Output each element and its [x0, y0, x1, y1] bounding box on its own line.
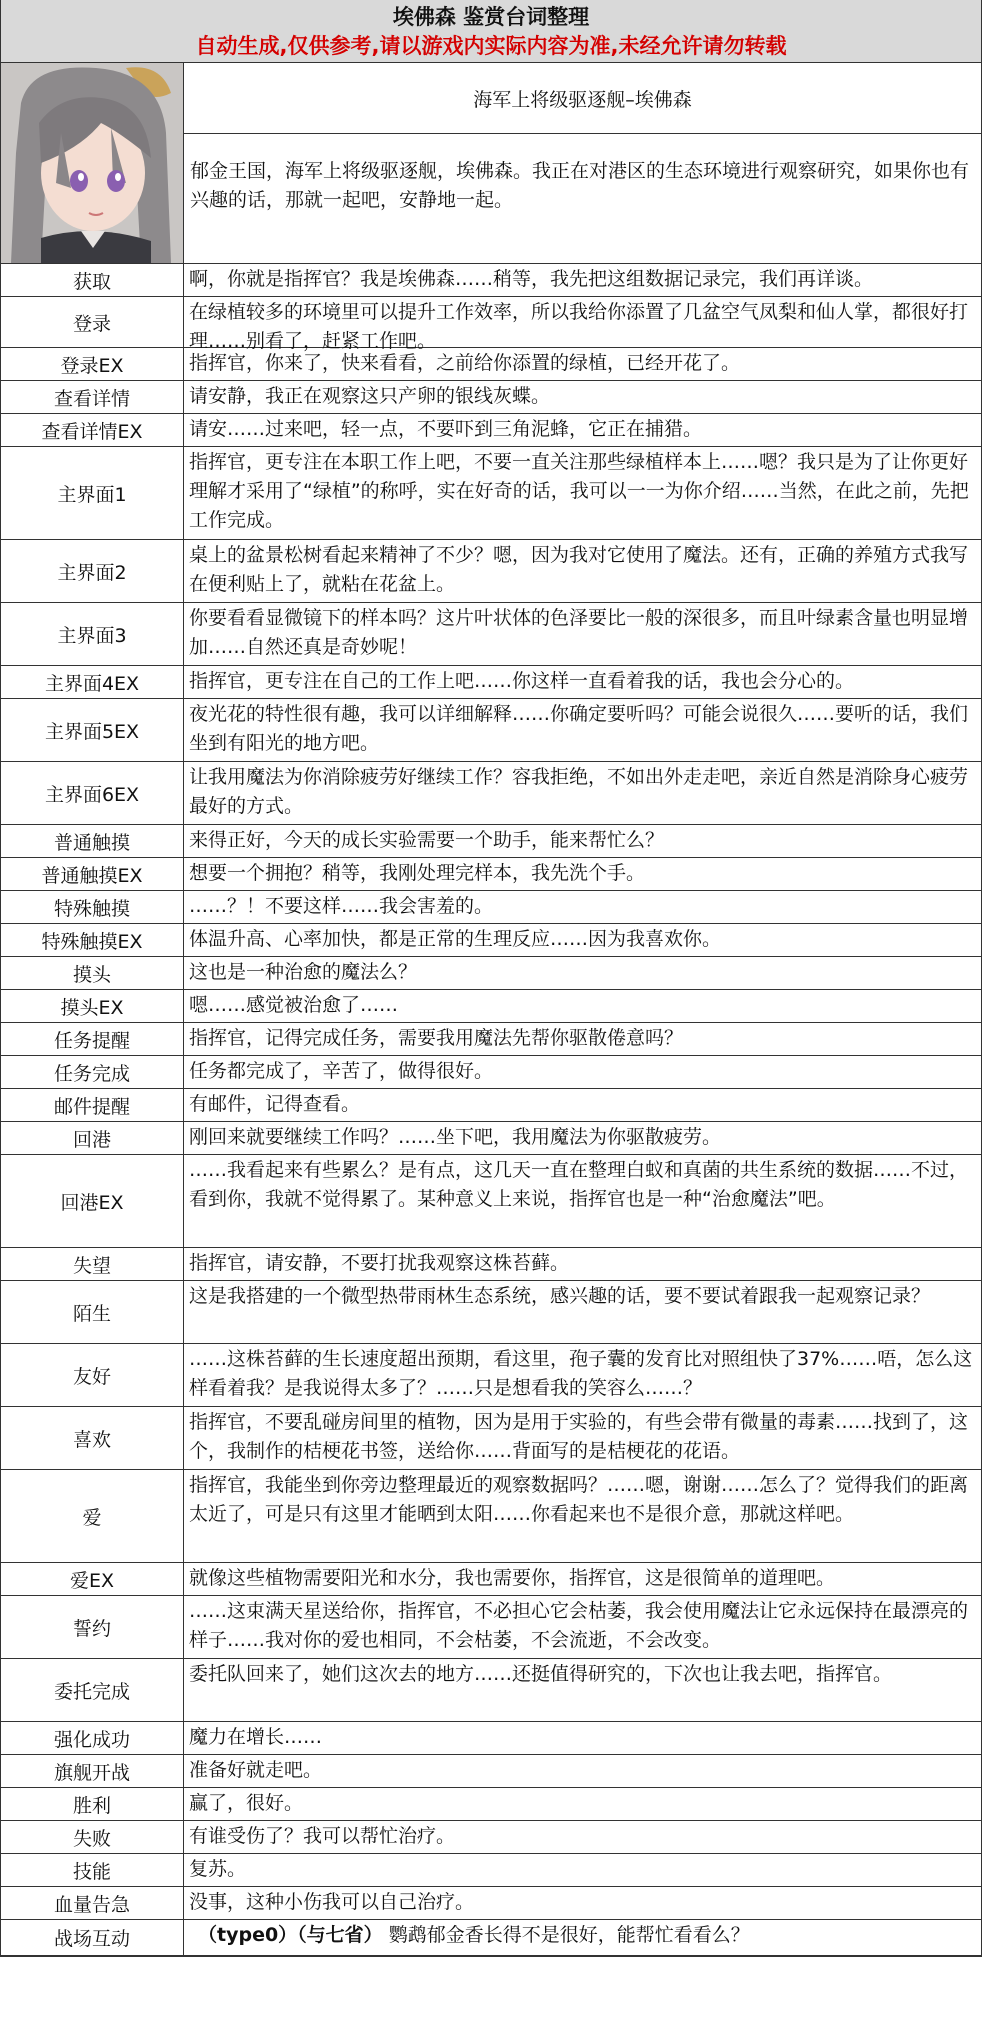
row-text: 体温升高、心率加快，都是正常的生理反应……因为我喜欢你。 [189, 928, 722, 950]
row-label: 友好 [1, 1344, 184, 1406]
row-text: 桌上的盆景松树看起来精神了不少？嗯，因为我对它使用了魔法。还有，正确的养殖方式我写在便利贴上了，就粘在花盆上。 [189, 544, 969, 595]
row-label: 获取 [1, 264, 184, 296]
row-text: 夜光花的特性很有趣，我可以详细解释……你确定要听吗？可能会说很久……要听的话，我们坐到有阳光的地方吧。 [189, 703, 969, 754]
ship-designation: 海军上将级驱逐舰–埃佛森 [184, 63, 981, 134]
row-text: 在绿植较多的环境里可以提升工作效率，所以我给你添置了几盆空气凤梨和仙人掌，都很好打理……别看了，赶紧工作吧。 [189, 301, 969, 352]
voice-line-row [1, 297, 981, 352]
row-label: 喜欢 [1, 1407, 184, 1469]
voice-line-row [1, 1122, 981, 1155]
voice-line-row [1, 1023, 981, 1056]
row-text: ……这株苔藓的生长速度超出预期，看这里，孢子囊的发育比对照组快了37%……唔，怎么这样看着我？是我说得太多了？……只是想看我的笑容么……？ [189, 1348, 973, 1399]
row-label: 普通触摸EX [1, 858, 184, 890]
row-label: 委托完成 [1, 1659, 184, 1721]
row-label: 特殊触摸 [1, 891, 184, 923]
row-text: 有邮件，记得查看。 [189, 1093, 361, 1115]
row-label: 主界面2 [1, 540, 184, 602]
row-label: 血量告急 [1, 1887, 184, 1919]
battle-line: 鹦鹉郁金香长得不是很好，能帮忙看看么？ [388, 1924, 750, 1946]
row-text: 这是我搭建的一个微型热带雨林生态系统，感兴趣的话，要不要试着跟我一起观察记录？ [189, 1285, 931, 1307]
row-text: 赢了，很好。 [189, 1792, 304, 1814]
row-label: 登录EX [1, 348, 184, 380]
row-text: 任务都完成了，辛苦了，做得很好。 [189, 1060, 494, 1082]
profile-line: 郁金王国，海军上将级驱逐舰，埃佛森。我正在对港区的生态环境进行观察研究，如果你也有兴趣的话，那就一起吧，安静地一起。 [190, 160, 970, 211]
voice-line-row [1, 699, 981, 762]
voice-line-row [1, 1155, 981, 1248]
row-text: 这也是一种治愈的魔法么？ [189, 961, 418, 983]
voice-line-row [1, 447, 981, 540]
row-text: 你要看看显微镜下的样本吗？这片叶状体的色泽要比一般的深很多，而且叶绿素含量也明显增加……自然还真是奇妙呢！ [189, 607, 969, 658]
row-label: 主界面4EX [1, 666, 184, 698]
voice-line-row [1, 381, 981, 414]
row-label: 技能 [1, 1854, 184, 1886]
row-text: 指挥官，不要乱碰房间里的植物，因为是用于实验的，有些会带有微量的毒素……找到了，这个，我制作的桔梗花书签，送给你……背面写的是桔梗花的花语。 [189, 1411, 969, 1462]
voice-line-row [1, 264, 981, 297]
portrait-illustration [1, 63, 183, 263]
row-text: ……？！不要这样……我会害羞的。 [189, 895, 494, 917]
row-text: 来得正好，今天的成长实验需要一个助手，能来帮忙么？ [189, 829, 665, 851]
row-label: 任务完成 [1, 1056, 184, 1088]
voice-line-row [1, 858, 981, 891]
voice-line-row [1, 414, 981, 447]
voice-line-row [1, 1854, 981, 1887]
voice-line-row [1, 1470, 981, 1563]
row-text: 指挥官，你来了，快来看看，之前给你添置的绿植，已经开花了。 [189, 352, 741, 374]
row-label: 摸头 [1, 957, 184, 989]
row-text: 准备好就走吧。 [189, 1759, 323, 1781]
voice-line-row [1, 1407, 981, 1470]
voice-line-row [1, 1659, 981, 1722]
copyright-notice: 自动生成,仅供参考,请以游戏内实际内容为准,未经允许请勿转载 [195, 34, 787, 58]
row-label: 主界面1 [1, 447, 184, 539]
row-text: 请安……过来吧，轻一点，不要吓到三角泥蜂，它正在捕猎。 [189, 418, 703, 440]
row-text: 指挥官，记得完成任务，需要我用魔法先帮你驱散倦意吗？ [189, 1027, 684, 1049]
row-text: 委托队回来了，她们这次去的地方……还挺值得研究的，下次也让我去吧，指挥官。 [189, 1663, 893, 1685]
row-label: 特殊触摸EX [1, 924, 184, 956]
row-text: 复苏。 [189, 1858, 247, 1880]
voice-line-row [1, 1788, 981, 1821]
row-label: 誓约 [1, 1596, 184, 1658]
row-text: 指挥官，我能坐到你旁边整理最近的观察数据吗？……嗯，谢谢……怎么了？觉得我们的距离太近了，可是只有这里才能晒到太阳……你看起来也不是很介意，那就这样吧。 [189, 1474, 969, 1525]
row-label: 主界面5EX [1, 699, 184, 761]
row-text: 指挥官，更专注在自己的工作上吧……你这样一直看着我的话，我也会分心的。 [189, 670, 855, 692]
character-portrait [1, 63, 184, 263]
voice-line-row [1, 1722, 981, 1755]
voice-line-row [1, 1089, 981, 1122]
row-text: 想要一个拥抱？稍等，我刚处理完样本，我先洗个手。 [189, 862, 646, 884]
row-text: 嗯……感觉被治愈了…… [189, 994, 399, 1016]
voice-line-row [1, 891, 981, 924]
row-text [184, 1920, 981, 1955]
row-label: 失望 [1, 1248, 184, 1280]
voice-line-row [1, 957, 981, 990]
row-text: ……我看起来有些累么？是有点，这几天一直在整理白蚁和真菌的共生系统的数据……不过，看到你，我就不觉得累了。某种意义上来说，指挥官也是一种“治愈魔法”吧。 [189, 1159, 969, 1210]
row-label: 邮件提醒 [1, 1089, 184, 1121]
voice-line-row [1, 348, 981, 381]
intro-text [184, 63, 981, 263]
row-label: 回港 [1, 1122, 184, 1154]
voice-line-row [1, 603, 981, 666]
row-label: 摸头EX [1, 990, 184, 1022]
row-label: 战场互动 [1, 1920, 184, 1955]
voice-line-table [1, 264, 981, 1920]
row-text: ……这束满天星送给你，指挥官，不必担心它会枯萎，我会使用魔法让它永远保持在最漂亮的样子……我对你的爱也相同，不会枯萎，不会流逝，不会改变。 [189, 1600, 969, 1651]
voice-line-row [1, 924, 981, 957]
voice-line-row [1, 1056, 981, 1089]
row-label: 任务提醒 [1, 1023, 184, 1055]
row-text: 请安静，我正在观察这只产卵的银线灰蝶。 [189, 385, 551, 407]
row-label: 普通触摸 [1, 825, 184, 857]
row-label: 胜利 [1, 1788, 184, 1820]
row-text: 让我用魔法为你消除疲劳好继续工作？容我拒绝，不如出外走走吧，亲近自然是消除身心疲劳最好的方式。 [189, 766, 969, 817]
voice-line-row [1, 1755, 981, 1788]
battle-interaction-row [1, 1920, 981, 1957]
row-label: 回港EX [1, 1155, 184, 1247]
voice-line-row [1, 1344, 981, 1407]
sheet-header [1, 0, 981, 63]
row-text: 没事，这种小伤我可以自己治疗。 [189, 1891, 475, 1913]
row-text: 啊，你就是指挥官？我是埃佛森……稍等，我先把这组数据记录完，我们再详谈。 [189, 268, 874, 290]
row-text: 魔力在增长…… [189, 1726, 323, 1748]
row-label: 主界面6EX [1, 762, 184, 824]
row-label: 爱EX [1, 1563, 184, 1595]
voice-line-row [1, 762, 981, 825]
voice-line-row [1, 666, 981, 699]
row-text: 指挥官，更专注在本职工作上吧，不要一直关注那些绿植样本上……嗯？我只是为了让你更好理解才采用了“绿植”的称呼，实在好奇的话，我可以一一为你介绍……当然，在此之前，先把工作完成。 [189, 451, 969, 531]
row-label: 爱 [1, 1470, 184, 1562]
row-label: 失败 [1, 1821, 184, 1853]
row-text: 有谁受伤了？我可以帮忙治疗。 [189, 1825, 456, 1847]
row-label: 强化成功 [1, 1722, 184, 1754]
battle-tag: （type0）（与七省） [198, 1924, 383, 1946]
voice-line-row [1, 990, 981, 1023]
row-label: 旗舰开战 [1, 1755, 184, 1787]
voice-line-row [1, 540, 981, 603]
row-label: 查看详情EX [1, 414, 184, 446]
character-intro [1, 63, 981, 264]
row-label: 查看详情 [1, 381, 184, 413]
voice-line-row [1, 1563, 981, 1596]
row-label: 登录 [1, 297, 184, 347]
row-text: 指挥官，请安静，不要打扰我观察这株苔藓。 [189, 1252, 570, 1274]
row-label: 主界面3 [1, 603, 184, 665]
row-text: 就像这些植物需要阳光和水分，我也需要你，指挥官，这是很简单的道理吧。 [189, 1567, 836, 1589]
voice-line-row [1, 1248, 981, 1281]
voice-line-row [1, 1887, 981, 1920]
voice-line-row [1, 1821, 981, 1854]
row-label: 陌生 [1, 1281, 184, 1343]
sheet-title: 埃佛森 鉴赏台词整理 [392, 5, 590, 29]
row-text: 刚回来就要继续工作吗？……坐下吧，我用魔法为你驱散疲劳。 [189, 1126, 722, 1148]
voice-line-row [1, 1596, 981, 1659]
voice-line-row [1, 1281, 981, 1344]
voice-line-row [1, 825, 981, 858]
